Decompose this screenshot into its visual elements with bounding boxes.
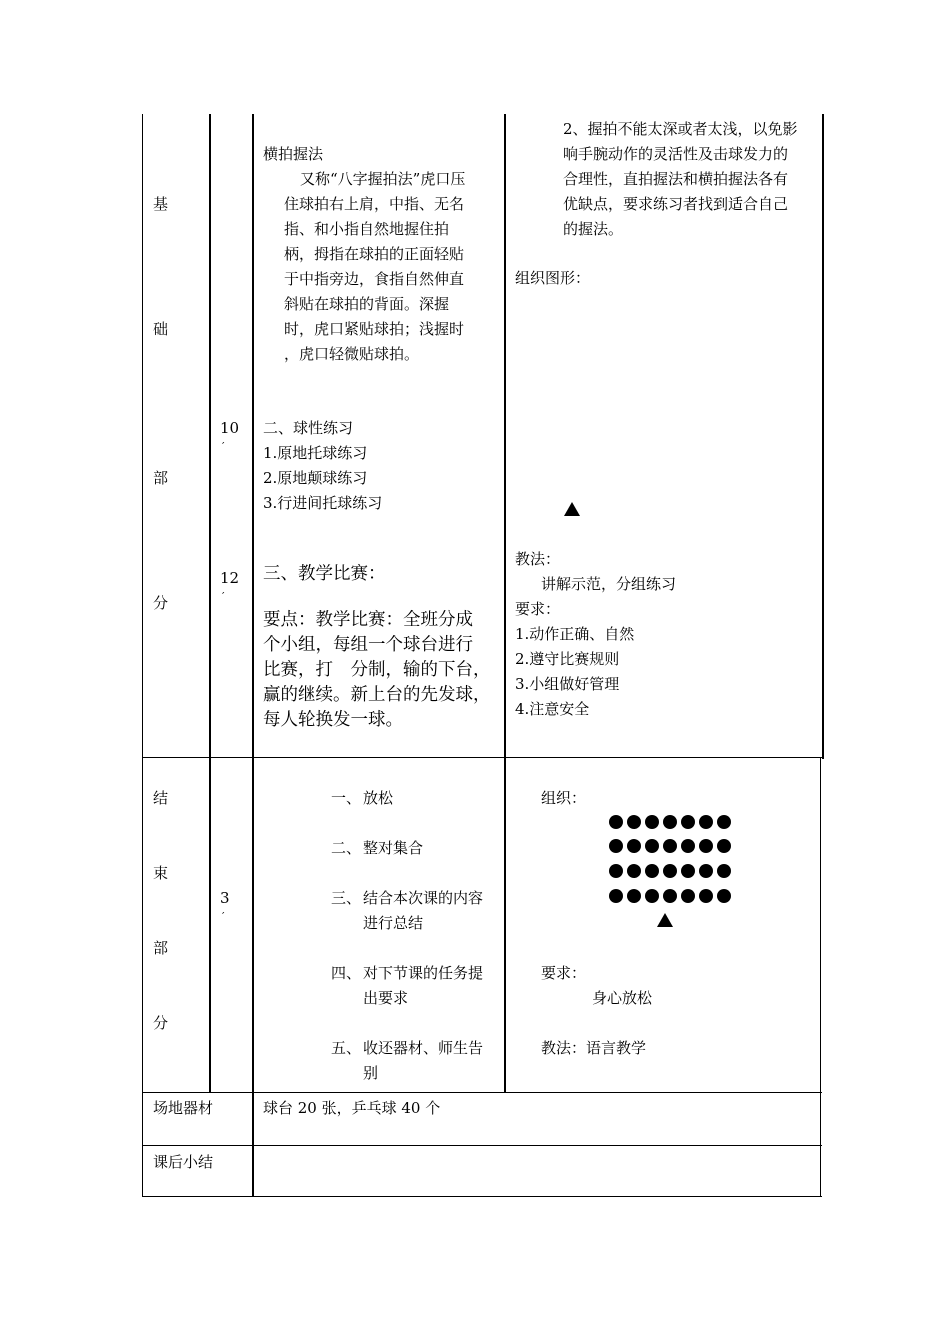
student-dot-icon bbox=[717, 889, 731, 903]
end-item-text: 进行总结 bbox=[363, 914, 424, 932]
end-item-num: 二、 bbox=[331, 839, 362, 857]
end-item-num: 四、 bbox=[331, 964, 362, 982]
student-dot-icon bbox=[645, 815, 659, 829]
section-label-char: 结 bbox=[153, 789, 169, 807]
grip-line: 斜贴在球拍的背面。深握 bbox=[284, 295, 450, 313]
student-dot-icon bbox=[627, 864, 641, 878]
section-label-char: 束 bbox=[153, 864, 169, 882]
grip-line: ，虎口轻微贴球拍。 bbox=[284, 345, 420, 363]
match-line: 要点：教学比赛：全班分成 bbox=[263, 610, 473, 630]
student-dot-icon bbox=[681, 839, 695, 853]
student-dot-icon bbox=[663, 889, 677, 903]
student-dot-icon bbox=[663, 839, 677, 853]
end-item-text: 别 bbox=[363, 1064, 379, 1082]
method-value: 讲解示范，分组练习 bbox=[541, 575, 677, 593]
divider-row-venue-summary bbox=[142, 1145, 822, 1146]
match-line: 个小组，每组一个球台进行 bbox=[263, 635, 473, 655]
divider-col-3 bbox=[504, 114, 506, 1093]
grip-line: 指、和小指自然地握住拍 bbox=[284, 220, 450, 238]
match-title: 三、教学比赛： bbox=[263, 564, 386, 584]
notes-line: 2、握拍不能太深或者太浅，以免影 bbox=[563, 120, 798, 138]
student-row bbox=[609, 839, 731, 853]
requirement-item: 3.小组做好管理 bbox=[515, 675, 620, 693]
student-dot-icon bbox=[699, 839, 713, 853]
teacher-triangle-icon bbox=[564, 502, 580, 516]
end-item-text: 收还器材、师生告 bbox=[363, 1039, 484, 1057]
summary-label: 课后小结 bbox=[153, 1153, 214, 1171]
student-row bbox=[609, 889, 731, 903]
divider-row-end-venue bbox=[142, 1092, 822, 1093]
section-label-char: 分 bbox=[153, 594, 169, 612]
student-dot-icon bbox=[645, 839, 659, 853]
match-line: 赢的继续。新上台的先发球， bbox=[263, 685, 491, 705]
requirement-item: 4.注意安全 bbox=[515, 700, 590, 718]
requirements-label: 要求： bbox=[515, 600, 561, 618]
student-dot-icon bbox=[717, 839, 731, 853]
student-dot-icon bbox=[609, 839, 623, 853]
notes-line: 优缺点，要求练习者找到适合自己 bbox=[563, 195, 789, 213]
method-label: 教法： bbox=[515, 550, 561, 568]
grip-line: 柄，拇指在球拍的正面轻贴 bbox=[284, 245, 465, 263]
end-item-num: 五、 bbox=[331, 1039, 362, 1057]
end-req-label: 要求： bbox=[541, 964, 587, 982]
venue-value: 球台 20 张，乒乓球 40 个 bbox=[263, 1099, 441, 1117]
student-dot-icon bbox=[699, 889, 713, 903]
grip-line: 于中指旁边，食指自然伸直 bbox=[284, 270, 465, 288]
student-dot-icon bbox=[627, 889, 641, 903]
ball-practice-item: 3.行进间托球练习 bbox=[263, 494, 383, 512]
grip-title: 横拍握法 bbox=[263, 145, 324, 163]
divider-col-2 bbox=[252, 114, 254, 1197]
time-unit: ′ bbox=[222, 590, 225, 603]
border-right bbox=[822, 114, 824, 759]
student-dot-icon bbox=[627, 839, 641, 853]
end-item-text: 对下节课的任务提 bbox=[363, 964, 484, 982]
time-ball-practice: 10 bbox=[220, 419, 240, 437]
match-line: 比赛，打 分制，输的下台， bbox=[263, 660, 491, 680]
time-unit: ′ bbox=[222, 910, 225, 923]
end-item-text: 整对集合 bbox=[363, 839, 424, 857]
requirement-item: 2.遵守比赛规则 bbox=[515, 650, 620, 668]
section-label-char: 部 bbox=[153, 939, 169, 957]
student-dot-icon bbox=[681, 864, 695, 878]
match-line: 每人轮换发一球。 bbox=[263, 710, 403, 730]
student-dot-icon bbox=[699, 815, 713, 829]
student-dot-icon bbox=[717, 864, 731, 878]
end-item-text: 结合本次课的内容 bbox=[363, 889, 484, 907]
time-end: 3 bbox=[220, 889, 230, 907]
section-label-char: 分 bbox=[153, 1014, 169, 1032]
end-item-num: 三、 bbox=[331, 889, 362, 907]
ball-practice-title: 二、球性练习 bbox=[263, 419, 354, 437]
ball-practice-item: 2.原地颠球练习 bbox=[263, 469, 368, 487]
notes-line: 合理性，直拍握法和横拍握法各有 bbox=[563, 170, 789, 188]
student-dot-icon bbox=[663, 864, 677, 878]
end-method: 教法：语言教学 bbox=[541, 1039, 647, 1057]
section-label-char: 基 bbox=[153, 195, 169, 213]
border-right-lower bbox=[820, 758, 821, 1197]
requirement-item: 1.动作正确、自然 bbox=[515, 625, 635, 643]
notes-line: 的握法。 bbox=[563, 220, 624, 238]
divider-col-1 bbox=[209, 114, 211, 1093]
time-unit: ′ bbox=[222, 440, 225, 453]
grip-line: 时，虎口紧贴球拍；浅握时 bbox=[284, 320, 465, 338]
student-dot-icon bbox=[717, 815, 731, 829]
student-dot-icon bbox=[699, 864, 713, 878]
student-dot-icon bbox=[645, 864, 659, 878]
student-dot-icon bbox=[609, 864, 623, 878]
time-match: 12 bbox=[220, 569, 240, 587]
student-dot-icon bbox=[609, 815, 623, 829]
student-dot-icon bbox=[609, 889, 623, 903]
student-row bbox=[609, 815, 731, 829]
border-bottom bbox=[142, 1196, 822, 1197]
org-label: 组织： bbox=[541, 789, 587, 807]
teacher-triangle-icon bbox=[657, 913, 673, 927]
end-req-value: 身心放松 bbox=[592, 989, 653, 1007]
student-dot-icon bbox=[681, 889, 695, 903]
venue-label: 场地器材 bbox=[153, 1099, 214, 1117]
border-left bbox=[142, 114, 143, 1197]
grip-line: 住球拍右上肩，中指、无名 bbox=[284, 195, 465, 213]
notes-line: 响手腕动作的灵活性及击球发力的 bbox=[563, 145, 789, 163]
org-diagram-label: 组织图形： bbox=[515, 269, 591, 287]
student-dot-icon bbox=[681, 815, 695, 829]
end-item-text: 放松 bbox=[363, 789, 394, 807]
end-item-text: 出要求 bbox=[363, 989, 409, 1007]
end-item-num: 一、 bbox=[331, 789, 362, 807]
student-dot-icon bbox=[645, 889, 659, 903]
divider-row-basic-end bbox=[142, 757, 823, 758]
student-dot-icon bbox=[663, 815, 677, 829]
student-dot-icon bbox=[627, 815, 641, 829]
student-row bbox=[609, 864, 731, 878]
ball-practice-item: 1.原地托球练习 bbox=[263, 444, 368, 462]
section-label-char: 础 bbox=[153, 320, 169, 338]
grip-line: 又称“八字握拍法”虎口压 bbox=[300, 170, 466, 188]
section-label-char: 部 bbox=[153, 469, 169, 487]
